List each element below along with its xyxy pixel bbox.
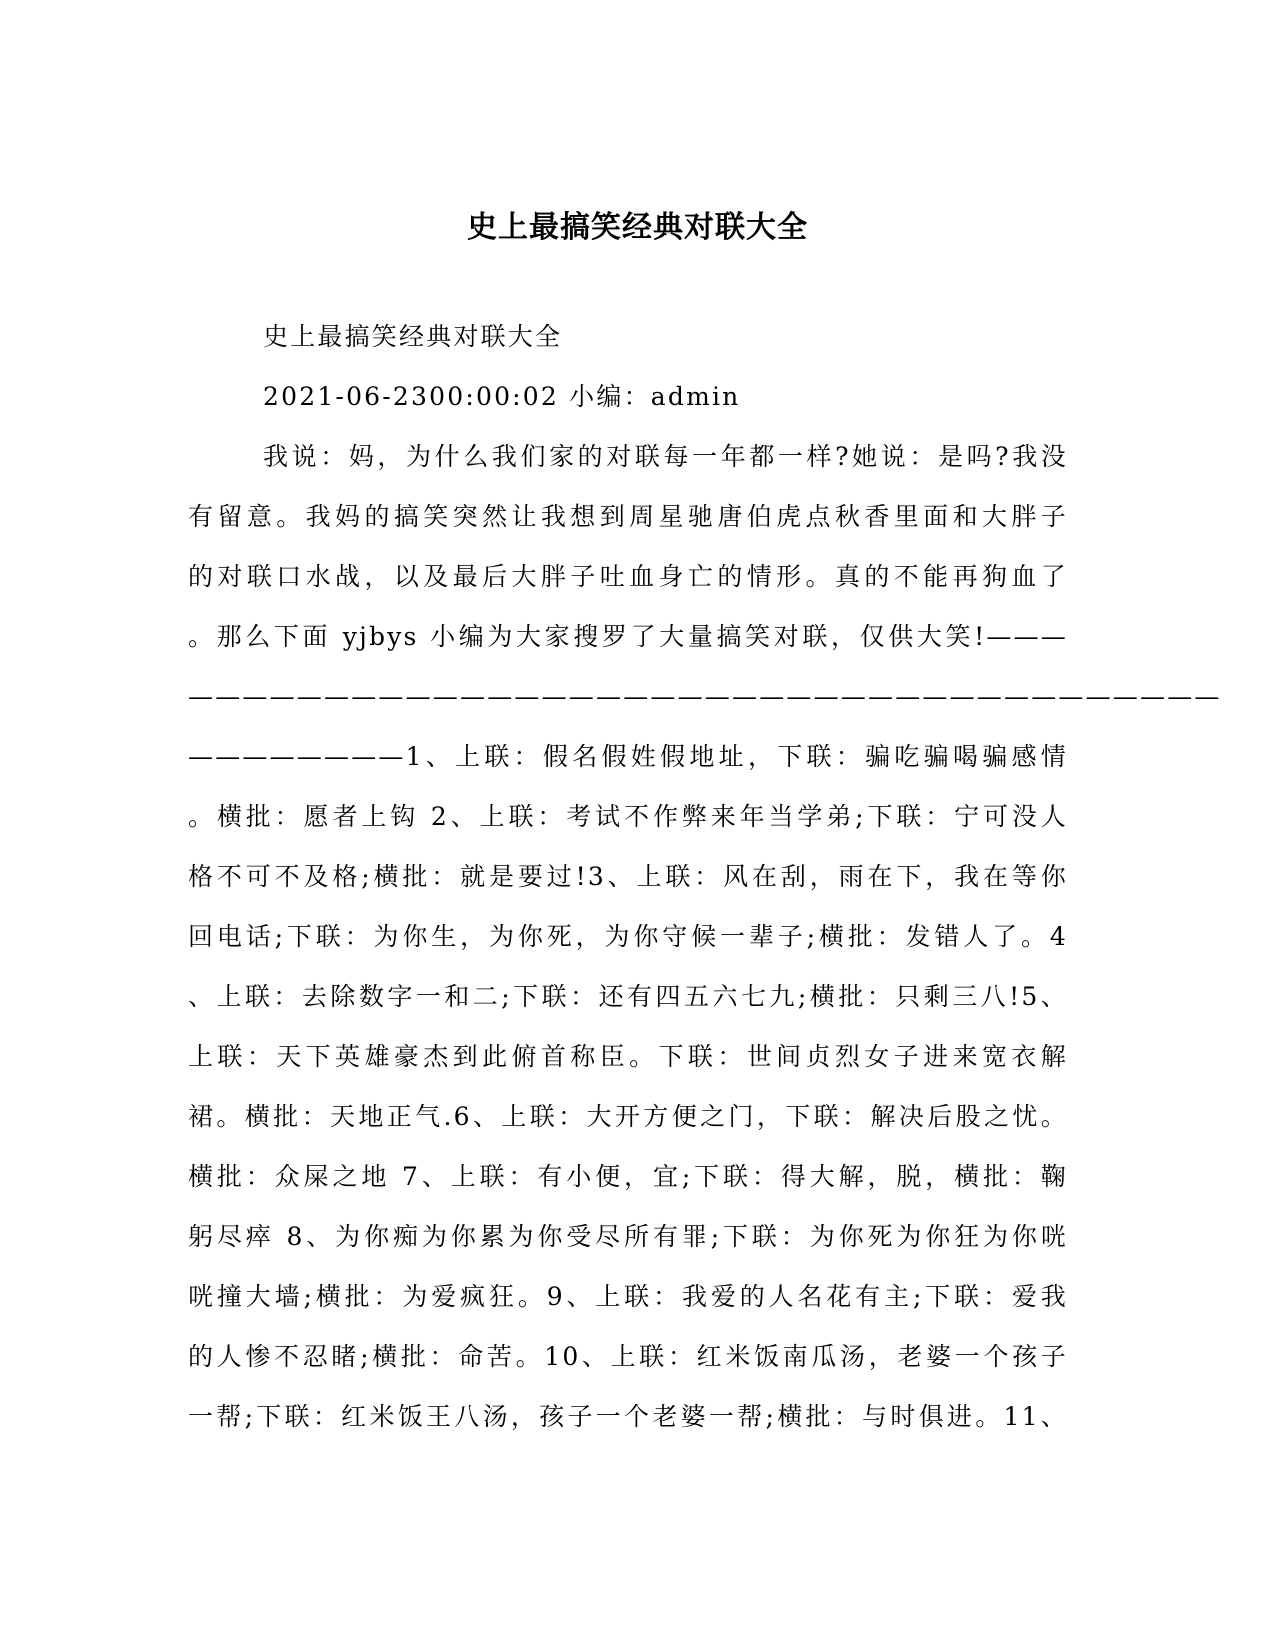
body-line: 咣撞大墙;横批：为爱疯狂。9、上联：我爱的人名花有主;下联：爱我 <box>188 1282 1068 1311</box>
body-line: 横批：众屎之地 7、上联：有小便，宜;下联：得大解，脱，横批：鞠 <box>188 1162 1068 1191</box>
body-line: 的对联口水战，以及最后大胖子吐血身亡的情形。真的不能再狗血了 <box>188 562 1068 591</box>
body-line: 。那么下面 yjbys 小编为大家搜罗了大量搞笑对联，仅供大笑!——— <box>188 622 1068 651</box>
article-meta: 2021-06-2300:00:02 小编：admin <box>263 382 741 411</box>
body-line: 躬尽瘁 8、为你痴为你累为你受尽所有罪;下联：为你死为你狂为你咣 <box>188 1222 1068 1251</box>
body-line: 回电话;下联：为你生，为你死，为你守候一辈子;横批：发错人了。4 <box>188 922 1068 951</box>
document-title: 史上最搞笑经典对联大全 <box>467 210 808 245</box>
body-line: 我说：妈，为什么我们家的对联每一年都一样?她说：是吗?我没 <box>263 442 1068 471</box>
body-line: 裙。横批：天地正气.6、上联：大开方便之门，下联：解决后股之忧。 <box>188 1102 1068 1131</box>
body-line: 上联：天下英雄豪杰到此俯首称臣。下联：世间贞烈女子进来宽衣解 <box>188 1042 1068 1071</box>
body-line: 格不可不及格;横批：就是要过!3、上联：风在刮，雨在下，我在等你 <box>188 862 1068 891</box>
document-body <box>188 307 1222 1447</box>
body-line: 一帮;下联：红米饭王八汤，孩子一个老婆一帮;横批：与时俱进。11、 <box>188 1402 1068 1431</box>
body-line: 。横批：愿者上钩 2、上联：考试不作弊来年当学弟;下联：宁可没人 <box>188 802 1068 831</box>
body-line: 、上联：去除数字一和二;下联：还有四五六七九;横批：只剩三八!5、 <box>188 982 1068 1011</box>
body-line: ————————1、上联：假名假姓假地址，下联：骗吃骗喝骗感情 <box>188 742 1068 771</box>
separator-line: —————————————————————————————————————— <box>188 682 1222 711</box>
article-subtitle: 史上最搞笑经典对联大全 <box>263 322 563 351</box>
body-line: 的人惨不忍睹;横批：命苦。10、上联：红米饭南瓜汤，老婆一个孩子 <box>188 1342 1068 1371</box>
body-line: 有留意。我妈的搞笑突然让我想到周星驰唐伯虎点秋香里面和大胖子 <box>188 502 1068 531</box>
